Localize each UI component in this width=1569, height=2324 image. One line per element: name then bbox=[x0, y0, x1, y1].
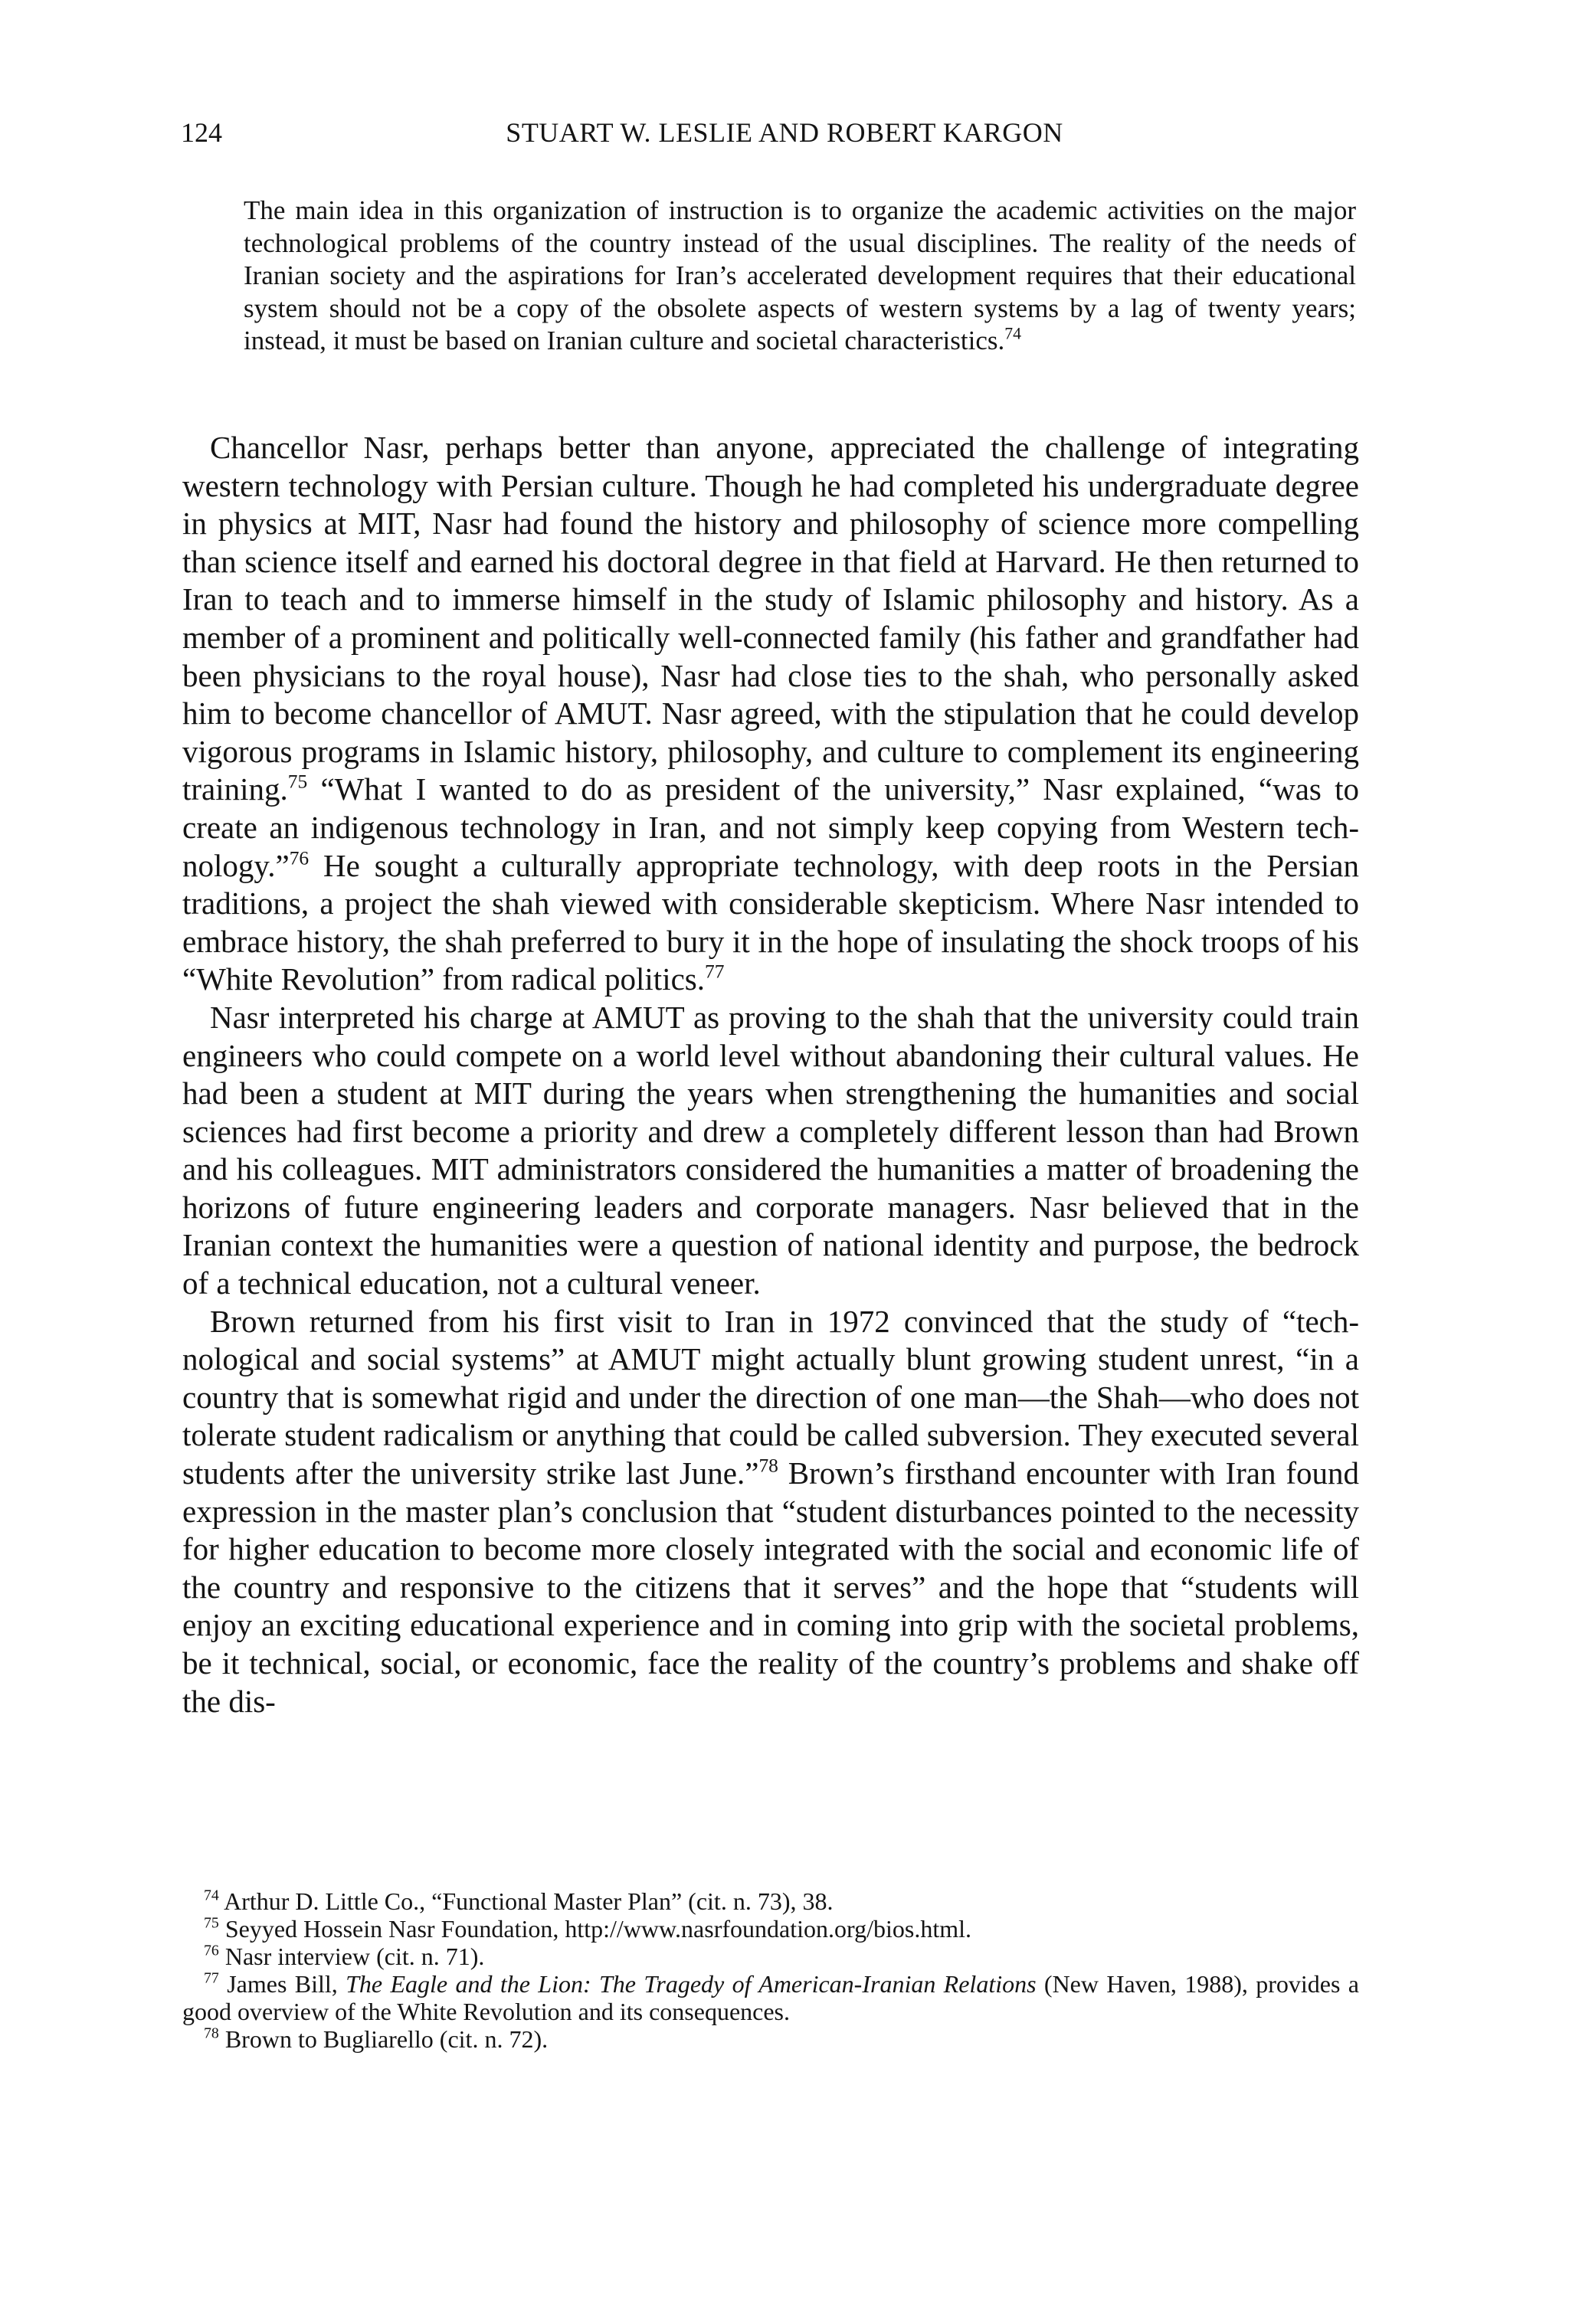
footnote-ref: 75 bbox=[287, 771, 308, 793]
footnote-number: 74 bbox=[204, 1887, 219, 1904]
footnote-text: Brown to Bugliarello (cit. n. 72). bbox=[224, 2025, 549, 2053]
body-paragraph bbox=[182, 1303, 1359, 1721]
footnote-ref: 76 bbox=[289, 846, 310, 869]
paragraph-text: “What I wanted to do as president of the university,” Nasr explained, “was to create an indigenous technology in Iran, and not simply keep copying from Western technology.” bbox=[182, 771, 1359, 883]
footnote bbox=[182, 1970, 1359, 2025]
block-quote bbox=[244, 195, 1356, 358]
footnote-number: 78 bbox=[204, 2024, 219, 2042]
running-head bbox=[181, 113, 1388, 152]
footnote-number: 77 bbox=[204, 1969, 219, 1987]
footnote bbox=[182, 1943, 1359, 1970]
paragraph-text: Chancellor Nasr, perhaps better than anyone, appreciated the challenge of integrating western technology with Persian culture. Though he had completed his undergraduate degree in physics at MIT, Nasr had found the history and philosophy of science more compelling than science itself and earned his doctoral degree in that field at Harvard. He then returned to Iran to teach and to immerse himself in the study of Islamic philosophy and history. As a member of a prominent and politically well-connected family (his father and grandfather had been physicians to the royal house), Nasr had close ties to the shah, who personally asked him to become chancellor of AMUT. Nasr agreed, with the stipulation that he could develop vigorous programs in Islamic history, philosophy, and culture to complement its engineering training. bbox=[182, 430, 1359, 807]
body-text bbox=[182, 429, 1359, 1720]
footnote-text: Arthur D. Little Co., “Functional Master Plan” (cit. n. 73), 38. bbox=[224, 1887, 834, 1915]
paragraph-text: Nasr interpreted his charge at AMUT as proving to the shah that the university could train engineers who could compete on a world level without abandoning their cultural values. He had been a student at MIT during the years when strengthening the humanities and social sciences had first become a priority and drew a completely different lesson than had Brown and his colleagues. MIT administrators considered the humanities a matter of broadening the horizons of future engineering leaders and corporate managers. Nasr believed that in the Iranian context the humanities were a question of national identity and purpose, the bedrock of a technical education, not a cultural veneer. bbox=[182, 999, 1359, 1301]
footnote-ref: 78 bbox=[758, 1455, 778, 1477]
body-paragraph bbox=[182, 429, 1359, 999]
footnote-number: 75 bbox=[204, 1914, 219, 1932]
body-paragraph bbox=[182, 999, 1359, 1303]
paragraph-text: He sought a culturally appropriate technology, with deep roots in the Persian traditions, a project the shah viewed with considerable skepticism. Where Nasr intended to embrace history, the shah preferred to bury it in the hope of insulating the shock troops of his “White Revolution” from radical politics. bbox=[182, 847, 1359, 997]
footnote-ref: 77 bbox=[705, 961, 725, 983]
paragraph-text: Brown returned from his first visit to Iran in 1972 convinced that the study of “technological and social systems” at AMUT might actually blunt growing student unrest, “in a country that is somewhat rigid and under the direction of one man—the Shah—who does not tolerate student radicalism or anything that could be called subversion. They executed several students after the university strike last June.” bbox=[182, 1303, 1359, 1491]
footnote bbox=[182, 2025, 1359, 2053]
footnote-text: Seyyed Hossein Nasr Foundation, http://www.nasrfoundation.org/bios.html. bbox=[224, 1915, 971, 1943]
footnote bbox=[182, 1887, 1359, 1915]
footnote-text: James Bill, bbox=[227, 1970, 346, 1998]
footnote-text-continued: (New Haven, 1988), provides a good overview of the White Revolution and its consequences. bbox=[182, 1970, 1360, 2025]
footnote-text: Nasr interview (cit. n. 71). bbox=[224, 1943, 485, 1970]
footnote-book-title: The Eagle and the Lion: The Tragedy of American-Iranian Relations bbox=[346, 1970, 1037, 1998]
running-title: STUART W. LESLIE AND ROBERT KARGON bbox=[506, 117, 1063, 148]
block-quote-text: The main idea in this organization of instruction is to organize the academic activities on the major technological problems of the country instead of the usual disciplines. The reality of the needs of Iranian society and the aspirations for Iran’s accelerated development requires that their educational system should not be a copy of the obsolete aspects of western systems by a lag of twenty years; instead, it must be based on Iranian culture and societal characteristics. bbox=[244, 195, 1356, 356]
footnotes bbox=[182, 1887, 1359, 2053]
paragraph-text: Brown’s firsthand encounter with Iran found expression in the master plan’s conclusion that “student disturbances pointed to the necessity for higher education to become more closely integrated with the social and economic life of the country and responsive to the citizens that it serves” and the hope that “students will enjoy an exciting educational experience and in coming into grip with the societal problems, be it technical, social, or economic, face the reality of the country’s problems and shake off the dis- bbox=[182, 1455, 1359, 1719]
footnote-ref: 74 bbox=[1004, 324, 1021, 343]
footnote bbox=[182, 1915, 1359, 1943]
footnote-number: 76 bbox=[204, 1942, 219, 1959]
page-number: 124 bbox=[181, 117, 222, 148]
